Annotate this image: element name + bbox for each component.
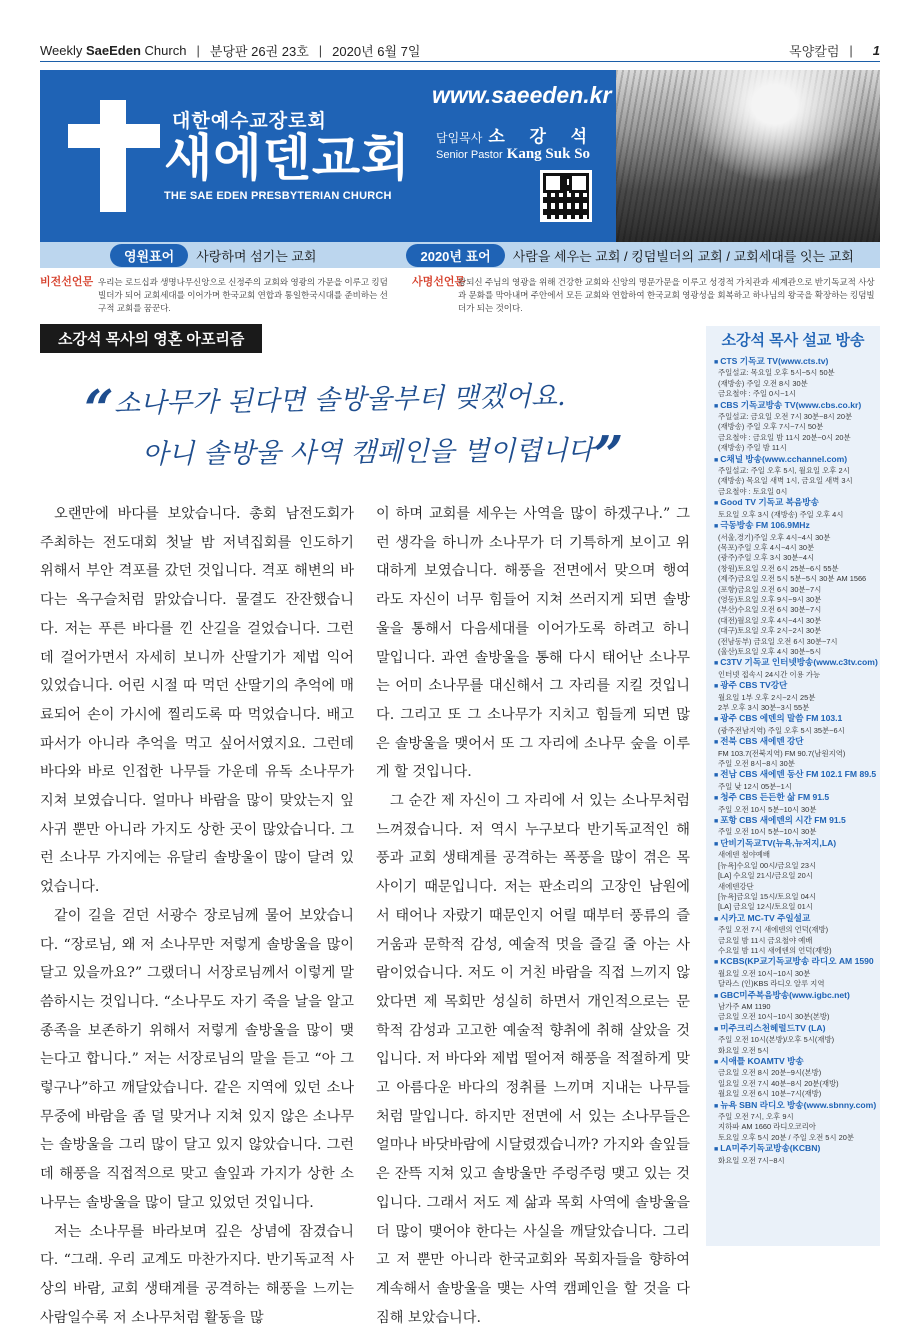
broadcast-schedule: 월요일 오전 10시~10시 30분 [718,968,811,978]
cross-logo-icon [100,100,126,212]
broadcast-channel: ■ GBC미주복음방송(www.igbc.net) [714,990,876,1002]
section-label: 목양칼럼 [789,44,840,59]
broadcast-channel: ■ CTS 기독교 TV(www.cts.tv) [714,356,876,368]
paragraph: 저는 소나무를 바라보며 깊은 상념에 잠겼습니다. “그래. 우리 교계도 마찬가지다. 반기독교적 사상의 바람, 교회 생태계를 공격하는 해풍을 느끼는 사람일수록 저 소나무처럼 활동을 많 [40,1223,354,1326]
paragraph: 오랜만에 바다를 보았습니다. 총회 남전도회가 주최하는 전도대회 첫날 밤 저녁집회를 인도하기 위해서 부안 격포를 갔던 것입니다. 격포 해변의 바다는 옥구슬처럼 맑았습니다. 물결도 잔잔했습니다. 저는 푸른 바다를 낀 산길을 걸었습니다. 그런데 걸어가면서 자세히 보니까 산딸기가 제법 익어 있었습니다. 어린 시절 따 먹던 산딸기의 추억에 매료되어 손이 가시에 찔리도록 따 먹었습니다. 배고파서가 아니라 추억을 먹고 싶어서였지요. 그런데 바다와 바로 인접한 나무들 가운데 유독 소나무가 지쳐 보였습니다. 얼마나 바람을 많이 맞았는지 잎사귀 뿐만 아니라 가지도 상한 곳이 많았습니다. 그런 소나무 가지에는 유달리 솔방울이 많이 달려 있었습니다. [40,506,354,896]
broadcast-schedule: (목포)주일 오후 4시~4시 30분 [718,542,815,552]
church-name-english: THE SAE EDEN PRESBYTERIAN CHURCH [164,190,392,202]
qr-code-icon[interactable] [540,170,592,222]
top-meta-line [40,40,880,62]
broadcast-schedule: 2부 오후 3시 30분~3시 55분 [718,703,810,712]
vision-label: 비전선언문 [40,276,94,288]
motto-text-eternal: 사랑하며 섬기는 교회 [196,248,317,264]
broadcast-channel: ■ C3TV 기독교 인터넷방송(www.c3tv.com) [714,657,876,669]
broadcast-schedule: 수요일 밤 11시 새에덴의 언덕(재방) [718,945,832,955]
sidebar-title: 소강석 목사 설교 방송 [721,332,865,349]
broadcast-schedule: FM 103.7(전북지역) FM 90.7(남원지역) [718,748,846,758]
motto-text-2020: 사람을 세우는 교회 / 킹덤빌더의 교회 / 교회세대를 잇는 교회 [512,248,854,264]
broadcast-schedule: (광주전남지역) 주일 오후 5시 35분~6시 [718,725,845,735]
mission-text: 왕되신 주님의 영광을 위해 건강한 교회와 신앙의 명문가문을 이루고 성경적 가치관과 세계관으로 반기독교적 사상과 문화를 막아내며 주안에서 모든 교회와 연합하여 한국교회 영광성을 회복하고 하나님의 왕국을 확장하는 킹덤빌더가 되는 것이다. [458,277,875,313]
headline-line-2: 아니 솔방울 사역 캠페인을 벌이렵니다” [141,424,624,487]
broadcast-schedule: 화요일 오전 5시 [718,1045,770,1055]
page-number: 1 [872,43,880,58]
broadcast-schedule: (대구)토요일 오후 2시~2시 30분 [718,626,822,636]
motto-label-2020: 2020년 표어 [406,244,504,267]
broadcast-schedule: 월요일 오전 6시 10분~7시(재방) [718,1089,822,1099]
broadcast-schedule: 토요일 오후 3시 (재방송) 주일 오후 4시 [718,509,844,519]
vision-text: 우리는 로드십과 생명나무신앙으로 신정주의 교회와 영광의 가문을 이루고 킹덤빌더가 되어 교회세대를 이어가며 한국교회 연합과 통일한국시대를 준비하는 선구적 교회를 꿈꾼다. [98,277,388,313]
separator: | [196,43,200,58]
broadcast-schedule: 월요일 1부 오후 2시~2시 25분 [718,692,816,702]
broadcast-schedule: 남가주 AM 1190 [718,1001,771,1011]
broadcast-schedule: 금요일 밤 11시 금요철야 예배 [718,935,813,945]
denomination: 대한예수교장로회 [172,111,327,132]
broadcast-channel: ■ 광주 CBS TV강단 [714,680,876,692]
motto-bar [40,242,880,268]
broadcast-schedule: 주일 오전 10시 5분~10시 30분 [718,827,817,837]
broadcast-channel: ■ 시카고 MC-TV 주일설교 [714,913,876,925]
broadcast-schedule: (포항)금요일 오전 6시 30분~7시 [718,584,822,594]
broadcast-channel: ■ 포항 CBS 새에덴의 시간 FM 91.5 [714,815,876,827]
mission-label: 사명선언문 [412,276,466,288]
broadcast-schedule: 주일 낮 12시 05분~1시 [718,781,792,791]
broadcast-schedule: 주일설교: 주일 오후 5시, 월요일 오후 2시 [718,466,850,476]
broadcast-schedule: [LA] 수요일 21시/금요일 20시 [718,871,813,881]
issue-number: 분당판 26권 23호 [209,44,309,59]
headline-line-1: “소나무가 된다면 솔방울부터 맺겠어요. [83,378,566,441]
broadcast-channel: ■ CBS 기독교방송 TV(www.cbs.co.kr) [714,400,876,412]
broadcast-schedule: 주일설교: 목요일 오후 5시~5시 50분 [718,368,835,378]
broadcast-schedule: 인터넷 접속시 24시간 이용 가능 [718,669,821,679]
broadcast-channel: ■ LA미주기독교방송(KCBN) [714,1143,876,1155]
issue-date: 2020년 6월 7일 [332,44,421,59]
broadcast-schedule: [LA] 금요일 12시/토요일 01시 [718,902,813,912]
vision-statement [40,276,390,313]
broadcast-schedule: 달라스 (인)KBS 라디오 알루 지역 [718,979,825,989]
paragraph: 이 하며 교회를 세우는 사역을 많이 하겠구나.” 그런 생각을 하니까 소나무가 더 기특하게 보이고 위대하게 보였습니다. 해풍을 전면에서 맞으며 행여라도 자신이 너무 힘들어 지쳐 쓰러지게 되면 솔방울을 통해서 다음세대를 이어가도록 하려고 하니 말입니다. 과연 솔방울을 통해 다시 태어난 소나무는 어미 소나무를 대신해서 그 자리를 지킬 것입니다. 그리고 또 그 소나무가 지치고 힘들게 되면 많은 솔방울을 맺어서 또 그 자리에 소나무 숲을 이루게 할 것입니다. [376,506,690,781]
broadcast-schedule: 지하파 AM 1660 라디오코리아 [718,1122,816,1132]
broadcast-schedule: 주일 오전 10시(본방)/오후 5시(재방) [718,1035,835,1045]
cross-logo-bar [68,124,160,148]
broadcast-sidebar [706,326,880,1246]
broadcast-schedule: (부산)수요일 오전 6시 30분~7시 [718,605,822,615]
broadcast-channel: ■ 전남 CBS 새에덴 동산 FM 102.1 FM 89.5 [714,769,876,781]
broadcast-schedule: (재방송) 주일 오전 8시 30분 [718,378,808,388]
broadcast-channel: ■ Good TV 기독교 복음방송 [714,497,876,509]
broadcast-schedule: 주일 오전 8시~8시 30분 [718,759,795,769]
pastor-english: Senior Pastor Kang Suk So [436,146,591,162]
broadcast-schedule: (대전)월요일 오후 4시~4시 30분 [718,615,822,625]
broadcast-schedule: (울산)토요일 오후 4시 30분~5시 [718,646,822,656]
broadcast-schedule: 새에덴강단 [718,881,754,891]
broadcast-schedule: (재방송) 주일 밤 11시 [718,443,787,453]
broadcast-channel: ■ 전북 CBS 새에덴 강단 [714,736,876,748]
broadcast-schedule: (서울,경기)주일 오후 4시~4시 30분 [718,532,831,542]
motto-label-eternal: 영원표어 [110,244,188,267]
mission-statement [412,276,882,313]
broadcast-schedule: 주일설교: 금요일 오전 7시 30분~8시 20분 [718,412,853,422]
church-name: 새에덴교회 [164,130,411,186]
broadcast-schedule: [뉴욕]금요일 15시/토요일 04시 [718,891,817,901]
separator: | [318,43,323,58]
newsletter-brand: Weekly SaeEden Church [40,43,187,58]
paragraph: 같이 길을 걷던 서광수 장로님께 물어 보았습니다. “장로님, 왜 저 소나무만 저렇게 솔방울을 많이 달고 있을까요?” 그랬더니 서장로님께서 이렇게 말씀하시는 것입니다. “소나무도 자기 죽을 날을 알고 종족을 보존하기 위해서 저렇게 솔방울을 많이 맺는다고 합니다.” 저는 서장로님의 말을 듣고 “아 그렇구나”하고 깨달았습니다. 같은 지역에 있던 소나무중에 바람을 좀 덜 맞거나 지쳐 있지 않은 소나무는 솔방울을 그리 많이 달고 있지 않았습니다. 그런데 해풍을 직접적으로 맞고 솔잎과 가지가 상한 소나무는 솔방울을 많이 달고 있었던 것입니다. [40,907,354,1211]
broadcast-channel: ■ 극동방송 FM 106.9MHz [714,520,876,532]
broadcast-channel: ■ 미주크리스천헤럴드TV (LA) [714,1023,876,1035]
broadcast-schedule: 일요일 오전 7시 40분~8시 20분(재방) [718,1078,839,1088]
broadcast-channel: ■ C채널 방송(www.cchannel.com) [714,454,876,466]
broadcast-schedule: (광주)주일 오후 3시 30분~4시 [718,553,815,563]
broadcast-schedule: (재방송) 목요일 새벽 1시, 금요일 새벽 3시 [718,476,853,486]
broadcast-schedule: (전남동부) 금요일 오전 6시 30분~7시 [718,636,838,646]
broadcast-list [714,356,876,1166]
broadcast-schedule: 토요일 오후 5시 20분 / 주일 오전 5시 20분 [718,1132,854,1142]
broadcast-schedule: [뉴욕]수요일 00시/금요일 23시 [718,860,817,870]
masthead [40,70,616,242]
broadcast-channel: ■ 청주 CBS 든든한 삶 FM 91.5 [714,792,876,804]
broadcast-channel: ■ 뉴욕 SBN 라디오 방송(www.sbnny.com) [714,1100,876,1112]
broadcast-schedule: (창원)토요일 오전 6시 25분~6시 55분 [718,563,839,573]
broadcast-schedule: 금요철야 : 주일 0시~1시 [718,389,796,399]
broadcast-schedule: 금요일 오전 10시~10시 30분(본방) [718,1012,830,1022]
broadcast-schedule: 금요일 오전 8시 20분~9시(본방) [718,1068,822,1078]
congregation-photo [616,70,880,242]
website-url[interactable]: www.saeeden.kr [432,82,612,108]
separator: | [849,43,853,58]
broadcast-channel: ■ 단비기독교TV(뉴욕,뉴저지,LA) [714,838,876,850]
broadcast-schedule: 금요철야 : 금요일 밤 11시 20분~0시 20분 [718,432,851,442]
broadcast-schedule: 주일 오전 10시 5분~10시 30분 [718,804,817,814]
broadcast-channel: ■ 시애틀 KOAMTV 방송 [714,1056,876,1068]
broadcast-channel: ■ KCBS(KP교기독교방송 라디오 AM 1590 [714,956,876,968]
column-title: 소강석 목사의 영혼 아포리즘 [40,324,262,353]
broadcast-schedule: (재방송) 주일 오후 7시~7시 50분 [718,422,824,432]
broadcast-schedule: 화요일 오전 7시~8시 [718,1155,785,1165]
broadcast-schedule: (제주)금요일 오전 5시 5분~5시 30분 AM 1566 [718,574,867,584]
pastor-korean: 담임목사 소 강 석 [436,127,598,146]
broadcast-schedule: (영동)토요일 오후 9시~9시 30분 [718,594,822,604]
article-column-2 [376,500,690,1332]
broadcast-schedule: 새에덴 철야예배 [718,850,771,860]
broadcast-channel: ■ 광주 CBS 에덴의 말씀 FM 103.1 [714,713,876,725]
article-column-1 [40,500,354,1332]
broadcast-schedule: 주일 오전 7시 새에덴의 언덕(재방) [718,925,829,935]
broadcast-schedule: 주일 오전 7시, 오후 9시 [718,1112,794,1122]
paragraph: 그 순간 제 자신이 그 자리에 서 있는 소나무처럼 느껴졌습니다. 저 역시 누구보다 반기독교적인 해풍과 교회 생태계를 공격하는 폭풍을 많이 겪은 목사이기 때문입니다. 저는 판소리의 고장인 남원에서 태어나 자랐기 때문인지 어릴 때부터 풍류의 즐거움과 문학적 감성, 예술적 멋을 즐길 줄 아는 사람이었습니다. 저도 이 거친 바람을 직접 느끼지 않았다면 제 목회만 성실히 하면서 개인적으로는 문학적 감성과 고고한 예술적 향취에 취해 살았을 것입니다. 저 바다와 제법 떨어져 해풍을 적절하게 맞고 아름다운 바다의 정취를 느끼며 지내는 나무들처럼 말입니다. 하지만 전면에 서 있는 소나무들은 얼마나 바닷바람에 시달렸겠습니까? 가지와 솔잎들은 잔뜩 지쳐 있고 솔방울만 주렁주렁 맺고 있는 것입니다. 그래서 저도 제 삶과 목회 사역에 솔방울을 더 많이 맺어야 한다는 사실을 깨달았습니다. 그리고 저 뿐만 아니라 한국교회와 목회자들을 향하여 계속해서 솔방울을 맺는 사역 캠페인을 할 것을 다짐해 보았습니다. [376,793,690,1326]
broadcast-schedule: 금요철야 : 토요일 0시 [718,486,788,496]
